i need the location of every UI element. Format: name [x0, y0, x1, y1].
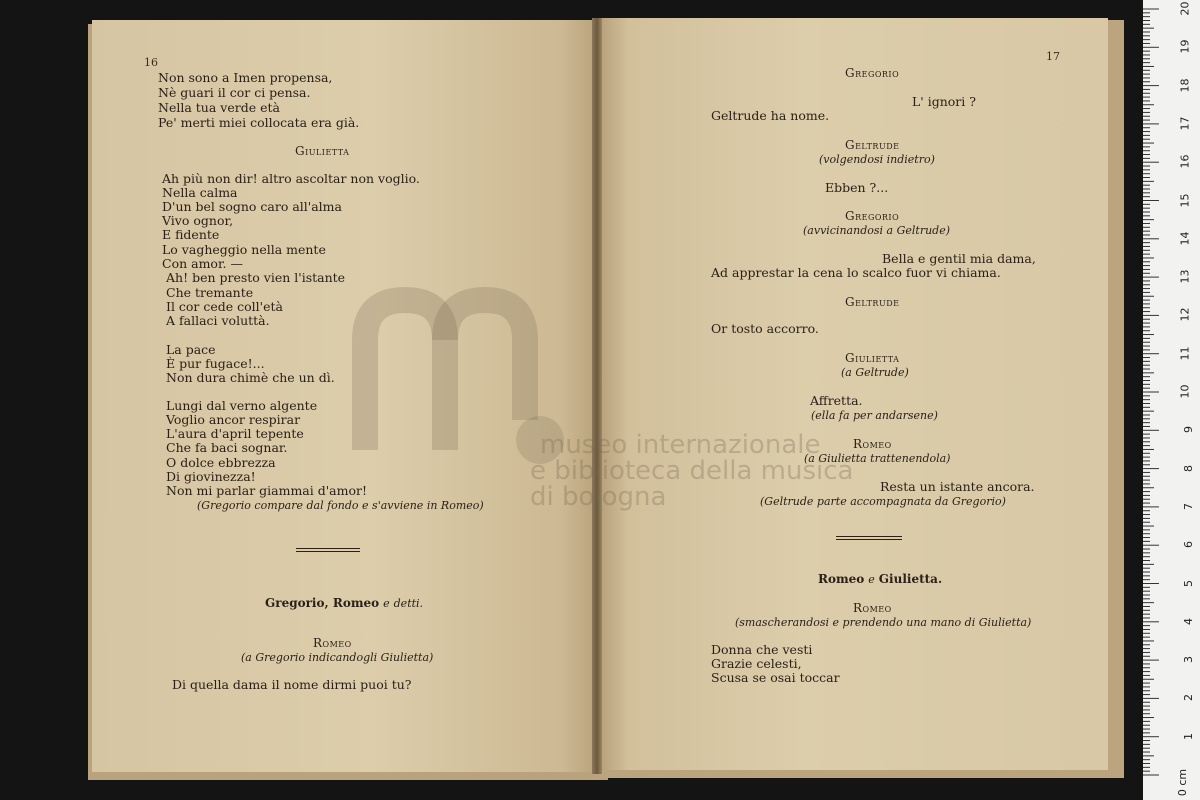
- ruler-mark-label: 11: [1178, 346, 1192, 361]
- verse-line: Con amor. —: [162, 256, 243, 271]
- ruler-mark-label: 4: [1182, 617, 1195, 625]
- speaker-gregorio: Gregorio: [845, 209, 900, 223]
- speaker-giulietta: Giulietta: [845, 351, 900, 365]
- left-page-number: 16: [144, 56, 158, 69]
- speaker-romeo: Romeo: [313, 636, 352, 650]
- watermark-text: di bologna: [530, 482, 667, 512]
- ruler-unit-label: 0 cm: [1175, 768, 1189, 797]
- stage-direction: (a Giulietta trattenendola): [804, 452, 951, 465]
- speaker-geltrude: Geltrude: [845, 295, 900, 309]
- verse-line: Che fa baci sognar.: [166, 440, 288, 455]
- ruler-mark-label: 10: [1178, 384, 1192, 399]
- verse-line: Non mi parlar giammai d'amor!: [166, 483, 367, 498]
- verse-line: L' ignori ?: [912, 94, 976, 109]
- verse-line: Ad apprestar la cena lo scalco fuor vi chiama.: [711, 265, 1001, 280]
- verse-line: Non dura chimè che un dì.: [166, 370, 335, 385]
- ruler-mark-label: 2: [1182, 694, 1195, 702]
- verse-line: Ah! ben presto vien l'istante: [166, 270, 346, 285]
- stage-direction: (a Gregorio indicandogli Giulietta): [241, 651, 434, 664]
- verse-line: La pace: [166, 342, 216, 357]
- ruler-mark-label: 7: [1182, 502, 1195, 510]
- right-page-number: 17: [1046, 50, 1060, 63]
- speaker-giulietta: Giulietta: [295, 144, 350, 158]
- verse-line: O dolce ebbrezza: [166, 455, 276, 470]
- verse-line: Di giovinezza!: [166, 469, 256, 484]
- verse-line: Ah più non dir! altro ascoltar non voglio.: [162, 171, 420, 186]
- ruler-mark-label: 18: [1178, 78, 1192, 93]
- verse-line: L'aura d'april tepente: [166, 426, 304, 441]
- book-gutter: [592, 18, 602, 774]
- stage-direction: (Gregorio compare dal fondo e s'avviene in Romeo): [197, 499, 484, 512]
- speaker-romeo: Romeo: [853, 601, 892, 615]
- ruler-mark-label: 13: [1178, 269, 1192, 284]
- speaker-gregorio: Gregorio: [845, 66, 900, 80]
- verse-line: Bella e gentil mia dama,: [882, 251, 1036, 266]
- measurement-ruler: [1143, 0, 1200, 800]
- ruler-mark-label: 6: [1182, 541, 1195, 549]
- verse-line: Pe' merti miei collocata era già.: [158, 115, 360, 130]
- watermark-text: museo internazionale: [540, 430, 821, 460]
- verse-line: Or tosto accorro.: [711, 321, 819, 336]
- scene-heading-names: Gregorio, Romeo: [265, 596, 380, 610]
- stage-direction: (ella fa per andarsene): [811, 409, 938, 422]
- ruler-mark-label: 19: [1178, 39, 1192, 54]
- verse-line: Donna che vesti: [711, 642, 813, 657]
- verse-line: Vivo ognor,: [162, 213, 234, 228]
- ruler-mark-label: 3: [1182, 656, 1195, 664]
- section-divider: [296, 548, 360, 552]
- ruler-mark-label: 1: [1182, 732, 1195, 740]
- verse-line: Scusa se osai toccar: [711, 670, 840, 685]
- scene-heading-detti: detti.: [393, 597, 424, 610]
- ruler-mark-label: 17: [1178, 116, 1192, 131]
- ruler-mark-label: 5: [1182, 579, 1195, 587]
- stage-direction: (smascherandosi e prendendo una mano di Giulietta): [735, 616, 1032, 629]
- scene-heading-name2: Giulietta.: [878, 572, 943, 586]
- verse-line: E fidente: [162, 227, 220, 242]
- watermark-text: e biblioteca della musica: [530, 456, 854, 486]
- verse-line: Grazie celesti,: [711, 656, 802, 671]
- verse-line: A fallaci voluttà.: [166, 313, 270, 328]
- stage-direction: (avvicinandosi a Geltrude): [803, 224, 951, 237]
- verse-line: Che tremante: [166, 285, 254, 300]
- section-divider: [836, 536, 902, 540]
- ruler-mark-label: 20: [1178, 1, 1192, 16]
- verse-line: Nè guari il cor ci pensa.: [158, 85, 311, 100]
- verse-line: Di quella dama il nome dirmi puoi tu?: [172, 677, 412, 692]
- verse-line: Geltrude ha nome.: [711, 108, 830, 123]
- verse-line: Nella tua verde età: [158, 100, 280, 115]
- scene-heading-names: Romeo: [818, 572, 865, 586]
- scene-heading: [818, 572, 942, 587]
- verse-line: Affretta.: [810, 393, 863, 408]
- ruler-mark-label: 14: [1178, 231, 1192, 246]
- verse-line: Il cor cede coll'età: [166, 299, 283, 314]
- verse-line: D'un bel sogno caro all'alma: [162, 199, 342, 214]
- speaker-romeo: Romeo: [853, 437, 892, 451]
- verse-line: Lo vagheggio nella mente: [162, 242, 326, 257]
- scene-heading-e: e: [868, 573, 875, 586]
- verse-line: Voglio ancor respirar: [166, 412, 301, 427]
- verse-line: È pur fugace!...: [166, 356, 265, 371]
- scene-heading-e: e: [383, 597, 390, 610]
- ruler-mark-label: 15: [1178, 193, 1192, 207]
- verse-line: Non sono a Imen propensa,: [158, 70, 333, 85]
- ruler-mark-label: 9: [1182, 426, 1195, 434]
- ruler-mark-label: 8: [1182, 464, 1195, 472]
- verse-line: Lungi dal verno algente: [166, 398, 318, 413]
- ruler-mark-label: 16: [1178, 154, 1192, 169]
- speaker-geltrude: Geltrude: [845, 138, 900, 152]
- verse-line: Resta un istante ancora.: [880, 479, 1035, 494]
- stage-direction: (Geltrude parte accompagnata da Gregorio): [760, 495, 1006, 508]
- ruler-mark-label: 12: [1178, 307, 1192, 322]
- stage-direction: (a Geltrude): [841, 366, 909, 379]
- verse-line: Ebben ?...: [825, 180, 889, 195]
- stage-direction: (volgendosi indietro): [819, 153, 935, 166]
- verse-line: Nella calma: [162, 185, 238, 200]
- scene-heading: [265, 596, 423, 611]
